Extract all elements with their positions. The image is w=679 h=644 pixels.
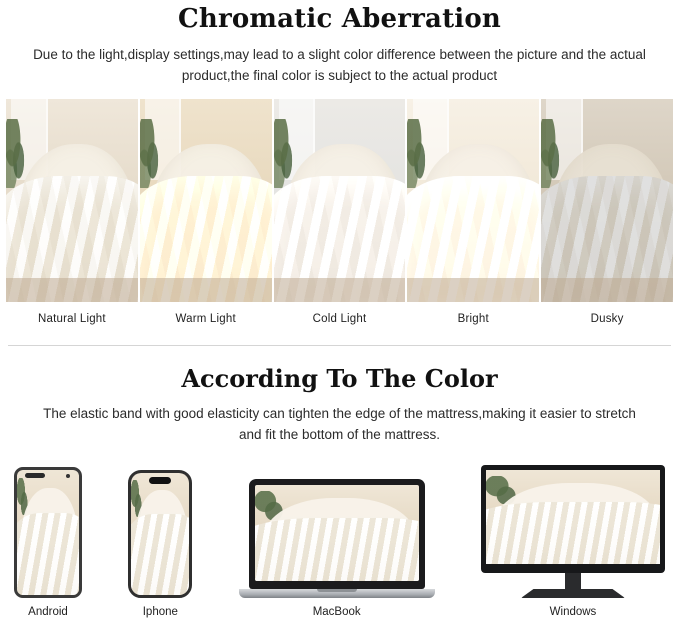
device-row <box>0 465 679 618</box>
floor <box>274 278 406 302</box>
lighting-photo-item <box>140 99 272 325</box>
device-screen <box>255 485 419 581</box>
photo-caption: Cold Light <box>312 313 367 325</box>
dynamic-island-icon <box>149 477 171 484</box>
blanket-scene <box>255 485 419 581</box>
laptop-base <box>239 589 435 598</box>
section2-subtitle: The elastic band with good elasticity can tighten the edge of the mattress,making it easier to stretch and fit the bottom of the mattress. <box>43 406 636 442</box>
lighting-photo-item <box>541 99 673 325</box>
photo-dusky <box>541 99 673 302</box>
plant-icon <box>407 119 428 188</box>
lighting-photo-row <box>0 99 679 325</box>
lighting-photo-item <box>274 99 406 325</box>
section-divider <box>8 345 671 346</box>
blanket-scene <box>407 99 539 302</box>
blanket-scene <box>131 473 189 595</box>
blanket-scene <box>274 99 406 302</box>
photo-caption: Dusky <box>590 313 624 325</box>
device-item-android <box>14 467 82 618</box>
speaker-icon <box>25 473 45 478</box>
device-screen <box>131 473 189 595</box>
photo-warm-light <box>140 99 272 302</box>
blanket <box>255 518 419 581</box>
device-screen <box>17 470 79 595</box>
device-item-macbook <box>239 479 435 618</box>
device-item-windows <box>481 465 665 618</box>
iphone-illustration <box>128 470 192 598</box>
android-phone-illustration <box>14 467 82 598</box>
device-caption: Android <box>28 606 68 618</box>
blanket-scene <box>541 99 673 302</box>
plant-icon <box>541 119 562 188</box>
lighting-photo-item <box>6 99 138 325</box>
blanket <box>486 502 660 564</box>
photo-caption: Warm Light <box>175 313 236 325</box>
photo-natural-light <box>6 99 138 302</box>
photo-bright <box>407 99 539 302</box>
camera-icon <box>66 474 70 478</box>
device-caption: MacBook <box>312 606 361 618</box>
monitor-illustration <box>481 465 665 598</box>
floor <box>6 278 138 302</box>
floor <box>140 278 272 302</box>
section1-subtitle: Due to the light,display settings,may lead to a slight color difference between the picture and the actual product,the final color is subject to the actual product <box>33 47 646 83</box>
device-caption: Iphone <box>142 606 178 618</box>
lighting-photo-item <box>407 99 539 325</box>
blanket-scene <box>6 99 138 302</box>
blanket <box>17 513 79 596</box>
monitor-panel <box>481 465 665 573</box>
blanket-scene <box>486 470 660 564</box>
laptop-lid <box>249 479 425 589</box>
device-caption: Windows <box>549 606 597 618</box>
floor <box>541 278 673 302</box>
monitor-stand-neck <box>565 573 581 589</box>
blanket-scene <box>140 99 272 302</box>
section2-title: According To The Color <box>181 364 498 393</box>
photo-caption: Bright <box>457 313 489 325</box>
plant-icon <box>6 119 27 188</box>
photo-cold-light <box>274 99 406 302</box>
blanket <box>131 514 189 595</box>
device-item-iphone <box>128 470 192 618</box>
photo-caption: Natural Light <box>37 313 106 325</box>
floor <box>407 278 539 302</box>
page-title: Chromatic Aberration <box>177 4 502 34</box>
monitor-stand-foot <box>521 589 625 598</box>
blanket-scene <box>17 470 79 595</box>
device-screen <box>486 470 660 564</box>
macbook-illustration <box>239 479 435 598</box>
